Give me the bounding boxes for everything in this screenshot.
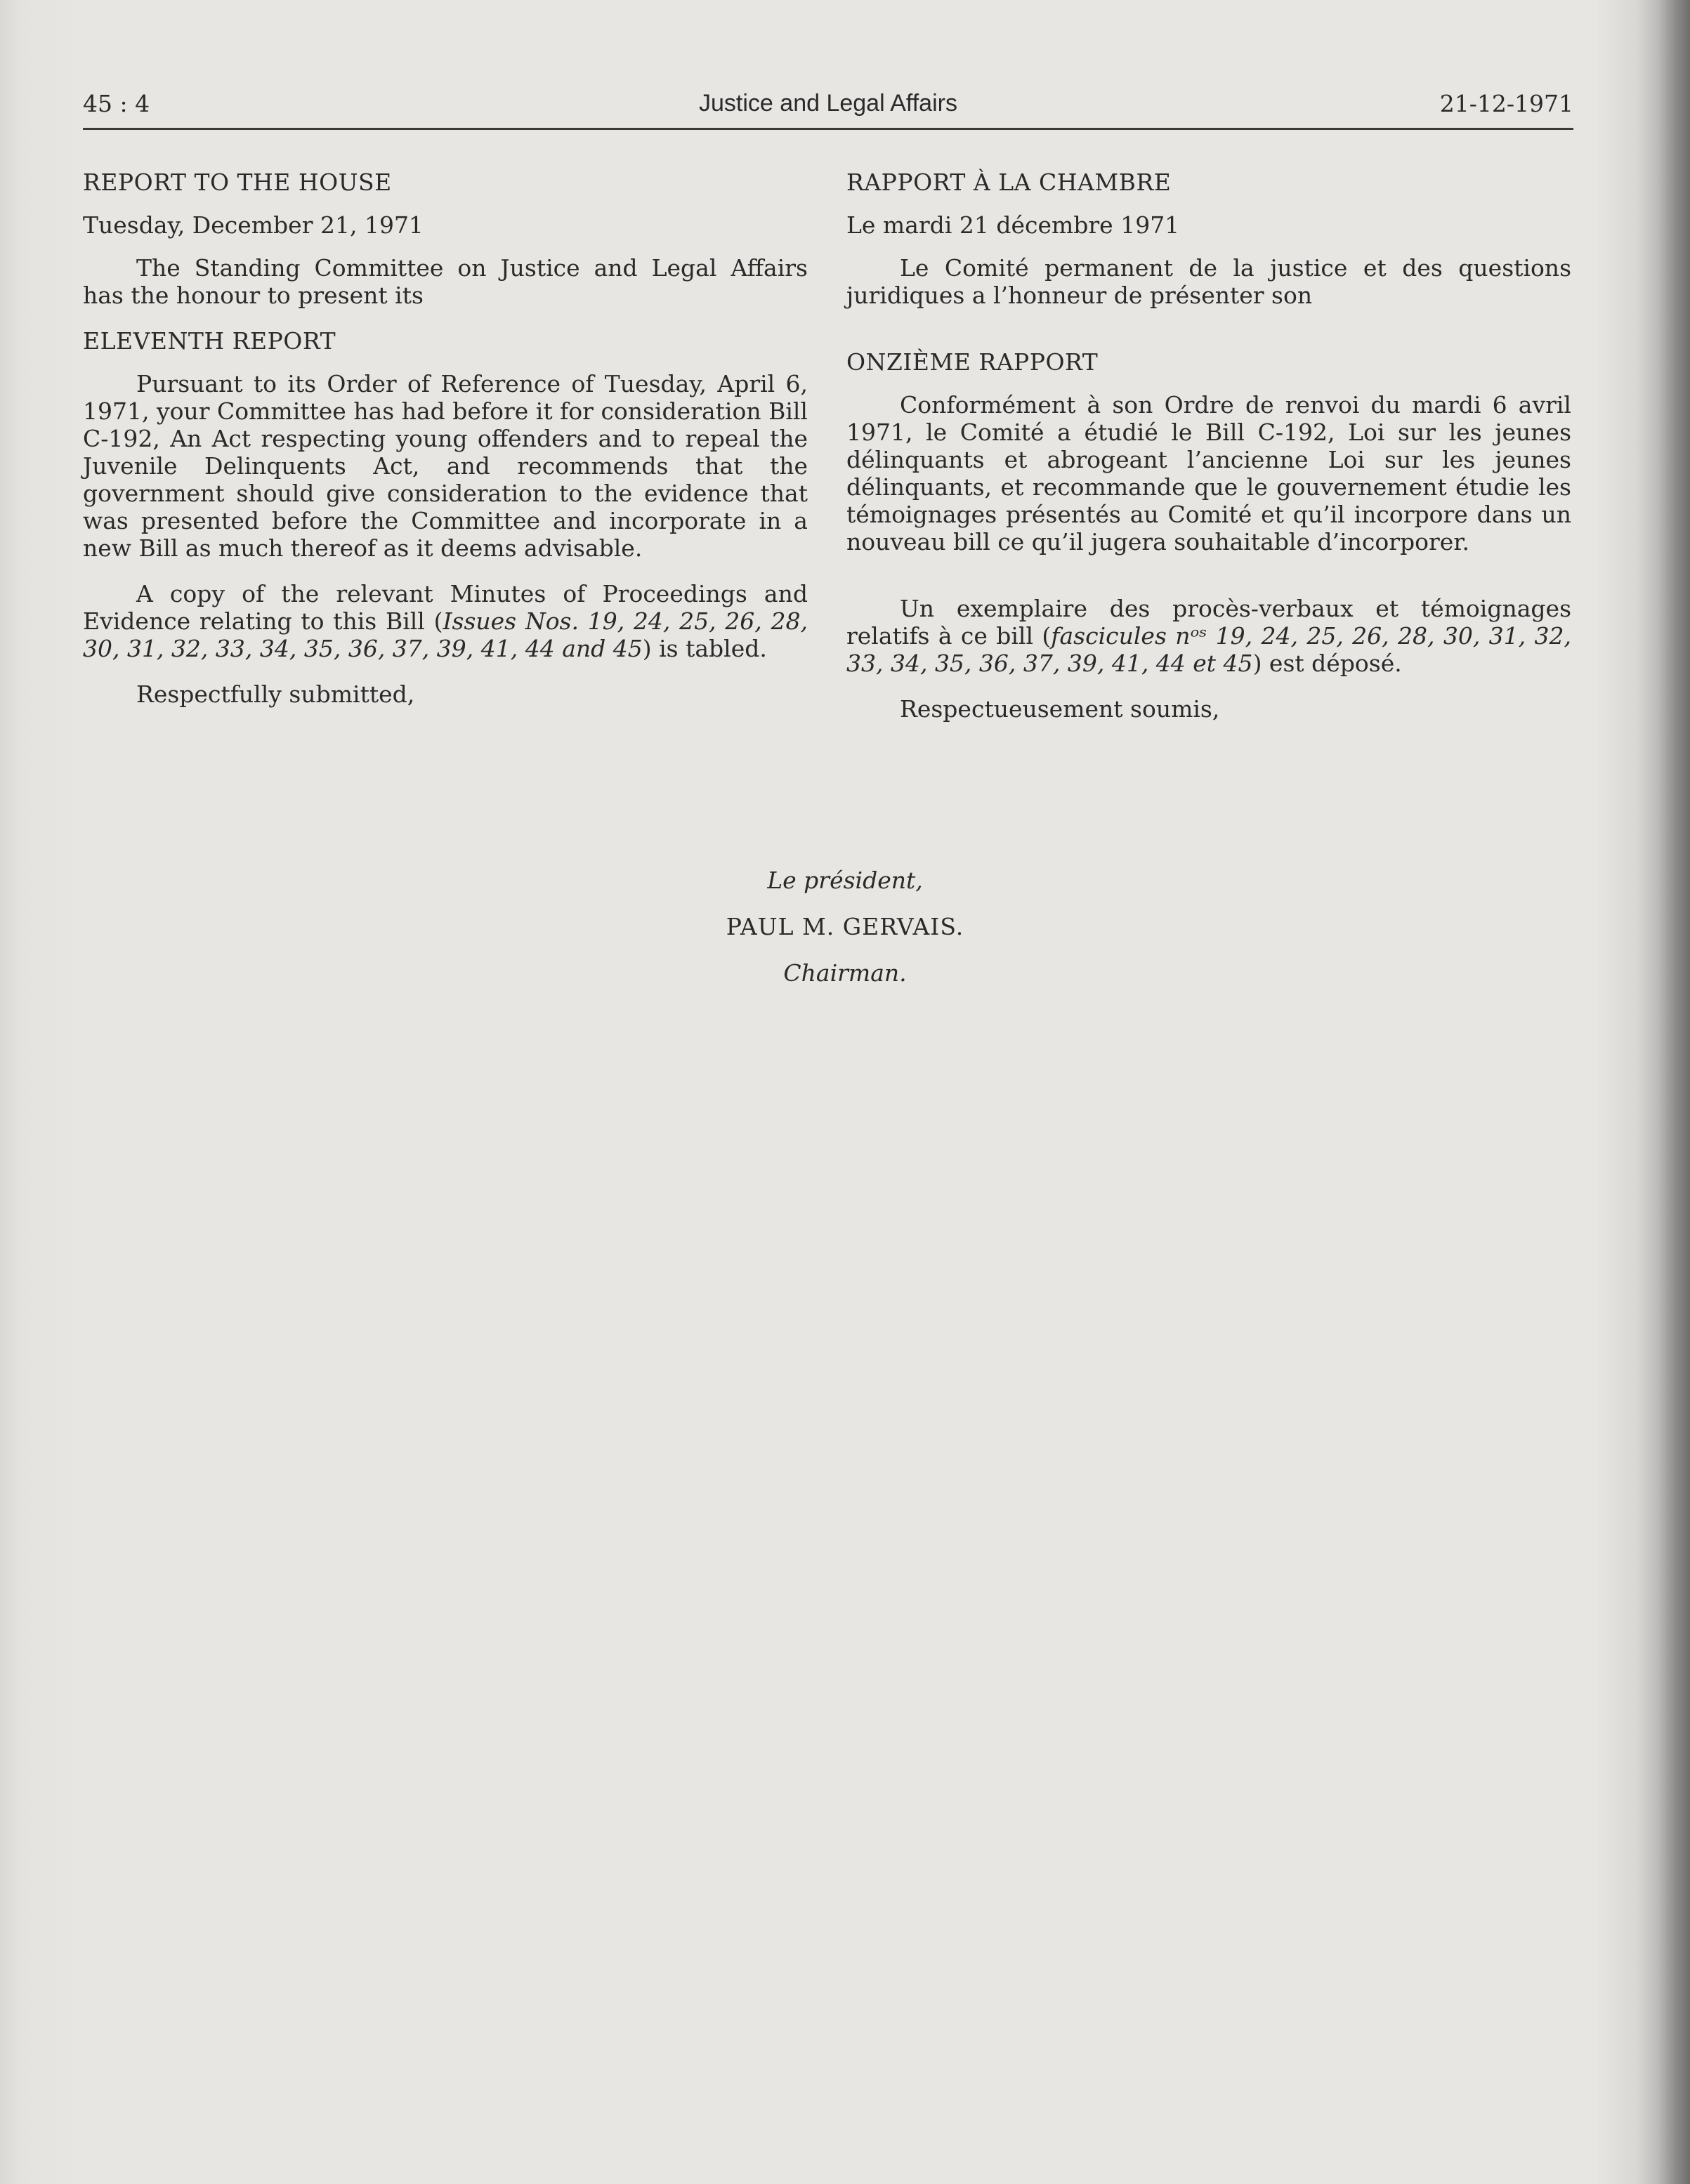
page-folio: 45 : 4 [83,90,150,117]
english-column [83,169,808,708]
header-rule [83,128,1573,130]
french-copy-paragraph [846,595,1571,677]
french-closing: Respectueusement soumis, [900,695,1220,723]
signature-title-en: Chairman. [783,959,907,987]
french-copy-pre: Un exemplaire des procès-verbaux et témoignages relatifs à ce bill ( [846,595,1571,650]
signature-name: PAUL M. GERVAIS. [726,913,964,940]
french-report-title: ONZIÈME RAPPORT [846,348,1099,376]
french-date-line: Le mardi 21 décembre 1971 [846,211,1180,239]
english-report-title: ELEVENTH REPORT [83,327,336,355]
header-date: 21-12-1971 [1439,90,1573,117]
french-copy-post: ) est déposé. [1252,650,1402,677]
english-date-line: Tuesday, December 21, 1971 [83,211,424,239]
english-copy-pre: A copy of the relevant Minutes of Proceedings and Evidence relating to this Bill ( [83,580,808,635]
english-intro: The Standing Committee on Justice and Legal Affairs has the honour to present its [83,254,808,309]
french-heading: RAPPORT À LA CHAMBRE [846,169,1172,196]
running-header [83,90,1573,129]
french-copy-issues: fascicules nᵒˢ 19, 24, 25, 26, 28, 30, 31, 32, 33, 34, 35, 36, 37, 39, 41, 44 et 45 [846,622,1571,677]
english-heading: REPORT TO THE HOUSE [83,169,392,196]
english-closing: Respectfully submitted, [136,680,415,708]
signature-title-fr: Le président, [767,867,923,894]
english-copy-issues: Issues Nos. 19, 24, 25, 26, 28, 30, 31, 32, 33, 34, 35, 36, 37, 39, 41, 44 and 45 [83,607,808,662]
english-body: Pursuant to its Order of Reference of Tuesday, April 6, 1971, your Committee has had before it for consideration Bill C-192, An Act respecting young offenders and to repeal the Juvenile Delinquents Act, and recommends that the government should give consideration to the evidence that was presented before the Committee and incorporate in a new Bill as much thereof as it deems advisable. [83,370,808,562]
french-intro: Le Comité permanent de la justice et des questions juridiques a l’honneur de présenter son [846,254,1571,309]
french-body: Conformément à son Ordre de renvoi du mardi 6 avril 1971, le Comité a étudié le Bill C-192, Loi sur les jeunes délinquants et abrogeant l’ancienne Loi sur les jeunes délinquants, et recommande que le gouvernement étudie les témoignages présentés au Comité et qu’il incorpore dans un nouveau bill ce qu’il jugera souhaitable d’incorporer. [846,391,1571,555]
english-copy-post: ) is tabled. [642,635,767,662]
running-title: Justice and Legal Affairs [699,90,957,117]
french-column [846,169,1571,723]
english-copy-paragraph [83,580,808,662]
